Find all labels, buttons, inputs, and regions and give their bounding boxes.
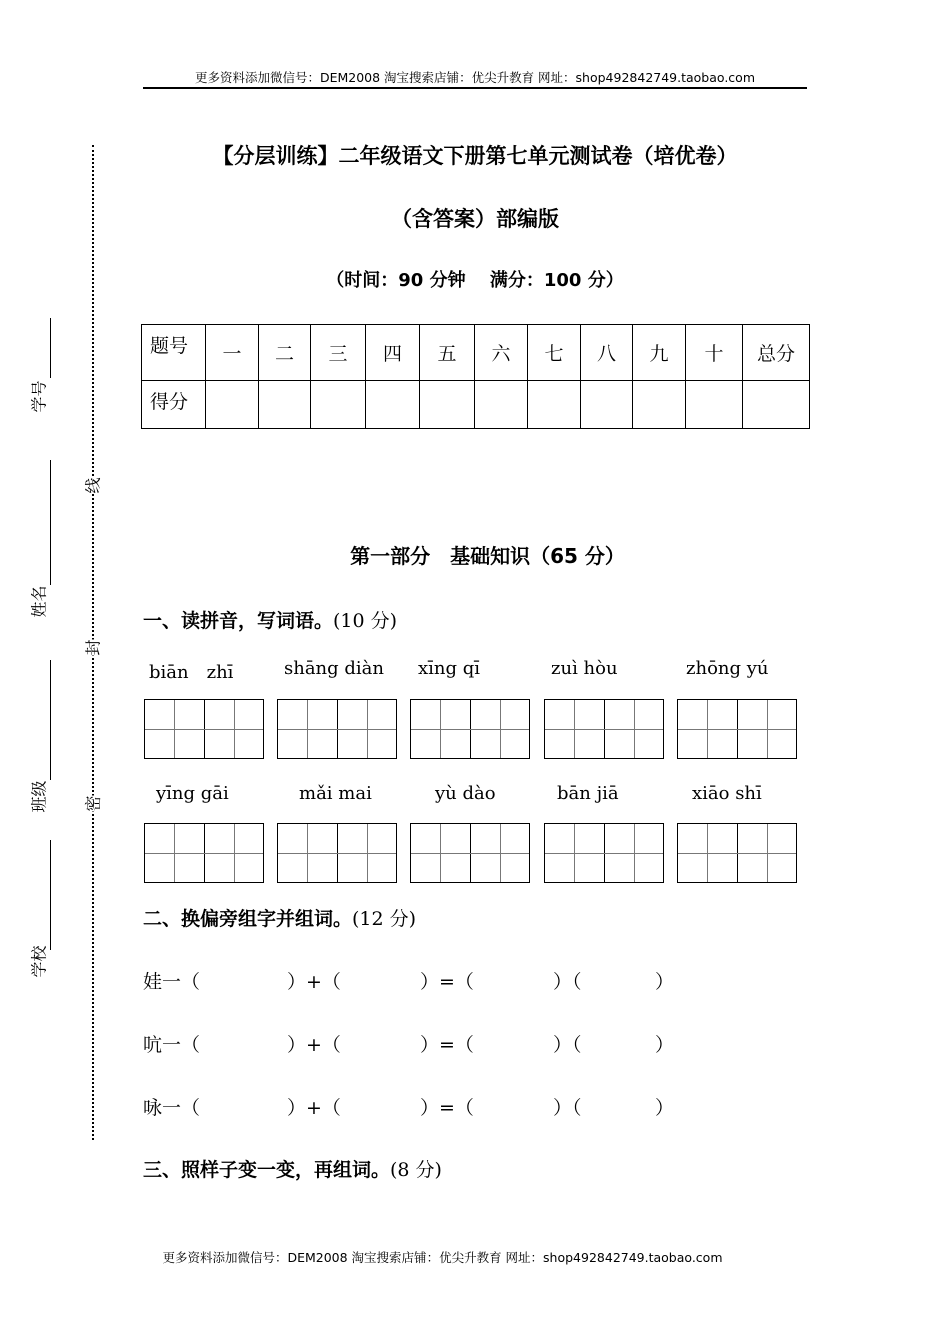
score-table-row-label: 得分 xyxy=(142,381,206,429)
class-blank xyxy=(50,660,51,780)
part1-title: 第一部分 基础知识（65 分） xyxy=(350,544,625,568)
binding-student-id-label: 学号 xyxy=(29,380,49,413)
writing-grid[interactable] xyxy=(410,699,530,759)
writing-grid[interactable] xyxy=(410,823,530,883)
writing-grid[interactable] xyxy=(544,823,664,883)
binding-name-label: 姓名 xyxy=(29,585,49,618)
q2-row xyxy=(143,1093,674,1120)
score-cell[interactable] xyxy=(686,381,743,429)
q1-points: (10 分) xyxy=(333,610,398,632)
q2-title xyxy=(143,904,416,931)
q1-title xyxy=(143,606,397,633)
score-cell[interactable] xyxy=(311,381,366,429)
q2-part: ）（ xyxy=(553,1034,582,1056)
score-col: 六 xyxy=(475,325,528,381)
score-cell[interactable] xyxy=(420,381,475,429)
header-divider xyxy=(143,87,807,89)
q3-title xyxy=(143,1155,442,1182)
score-col: 四 xyxy=(366,325,420,381)
writing-grid[interactable] xyxy=(277,823,397,883)
student-id-blank xyxy=(50,318,51,378)
score-cell[interactable] xyxy=(259,381,311,429)
q2-row xyxy=(143,1030,674,1057)
score-cell[interactable] xyxy=(528,381,581,429)
score-cell[interactable] xyxy=(475,381,528,429)
q2-title-text: 二、换偏旁组字并组词。 xyxy=(143,908,353,930)
writing-grid[interactable] xyxy=(144,823,264,883)
q2-char: 咏一（ xyxy=(143,1097,201,1119)
pinyin-8: yù dào xyxy=(435,783,496,804)
score-col: 十 xyxy=(686,325,743,381)
q2-part: ）+（ xyxy=(287,1097,341,1119)
score-table-header-row xyxy=(142,325,810,381)
score-cell[interactable] xyxy=(581,381,633,429)
score-cell-total[interactable] xyxy=(743,381,810,429)
q2-part: ） xyxy=(655,1097,675,1119)
q2-part: ）（ xyxy=(553,1097,582,1119)
writing-grid[interactable] xyxy=(544,699,664,759)
page-footer: 更多资料添加微信号：DEM2008 淘宝搜索店铺：优尖升教育 网址：shop492842749.taobao.com xyxy=(162,1250,723,1265)
pinyin-10: xiāo shī xyxy=(692,783,762,804)
pinyin-7: mǎi mai xyxy=(299,783,372,804)
school-blank xyxy=(50,840,51,950)
score-cell[interactable] xyxy=(633,381,686,429)
pinyin-9: bān jiā xyxy=(557,783,619,804)
pinyin-5: zhōng yú xyxy=(686,658,769,679)
q2-part: ）+（ xyxy=(287,1034,341,1056)
pinyin-4: zuì hòu xyxy=(551,658,618,679)
score-col: 五 xyxy=(420,325,475,381)
binding-class-label: 班级 xyxy=(29,780,49,813)
q2-char: 娃一（ xyxy=(143,971,201,993)
score-table xyxy=(141,324,810,429)
writing-grid[interactable] xyxy=(277,699,397,759)
writing-grid[interactable] xyxy=(677,699,797,759)
score-col: 一 xyxy=(206,325,259,381)
page-header: 更多资料添加微信号：DEM2008 淘宝搜索店铺：优尖升教育 网址：shop492842749.taobao.com xyxy=(194,70,756,85)
q2-part: ） xyxy=(655,971,675,993)
page-title-line1: 【分层训练】二年级语文下册第七单元测试卷（培优卷） xyxy=(212,144,738,168)
page-title-line2: （含答案）部编版 xyxy=(391,207,559,231)
pinyin-2: shāng diàn xyxy=(284,658,385,679)
q3-points: (8 分) xyxy=(390,1159,442,1181)
q3-title-text: 三、照样子变一变，再组词。 xyxy=(143,1159,391,1181)
pinyin-1: biān zhī xyxy=(149,662,234,683)
writing-grid[interactable] xyxy=(677,823,797,883)
score-cell[interactable] xyxy=(366,381,420,429)
score-col-total: 总分 xyxy=(743,325,810,381)
score-col: 九 xyxy=(633,325,686,381)
binding-feng: 封 xyxy=(81,639,104,655)
pinyin-6: yīng gāi xyxy=(156,783,229,804)
binding-mi: 密 xyxy=(81,795,104,811)
q2-part: ） xyxy=(655,1034,675,1056)
q2-part: ）+（ xyxy=(287,971,341,993)
score-col: 七 xyxy=(528,325,581,381)
score-table-row-label: 题号 xyxy=(142,325,206,381)
q2-row xyxy=(143,967,674,994)
score-table-score-row xyxy=(142,381,810,429)
q2-char: 吭一（ xyxy=(143,1034,201,1056)
exam-time: （时间：90 分钟 满分：100 分） xyxy=(326,270,624,291)
score-cell[interactable] xyxy=(206,381,259,429)
q2-part: ）（ xyxy=(553,971,582,993)
pinyin-3: xīng qī xyxy=(418,658,481,679)
writing-grid[interactable] xyxy=(144,699,264,759)
q1-title-text: 一、读拼音，写词语。 xyxy=(143,610,334,632)
score-col: 八 xyxy=(581,325,633,381)
score-col: 三 xyxy=(311,325,366,381)
q2-part: ）=（ xyxy=(420,1034,474,1056)
q2-part: ）=（ xyxy=(420,1097,474,1119)
q2-part: ）=（ xyxy=(420,971,474,993)
binding-xian: 线 xyxy=(81,477,104,493)
binding-school-label: 学校 xyxy=(29,945,49,978)
score-col: 二 xyxy=(259,325,311,381)
q2-points: (12 分) xyxy=(352,908,417,930)
